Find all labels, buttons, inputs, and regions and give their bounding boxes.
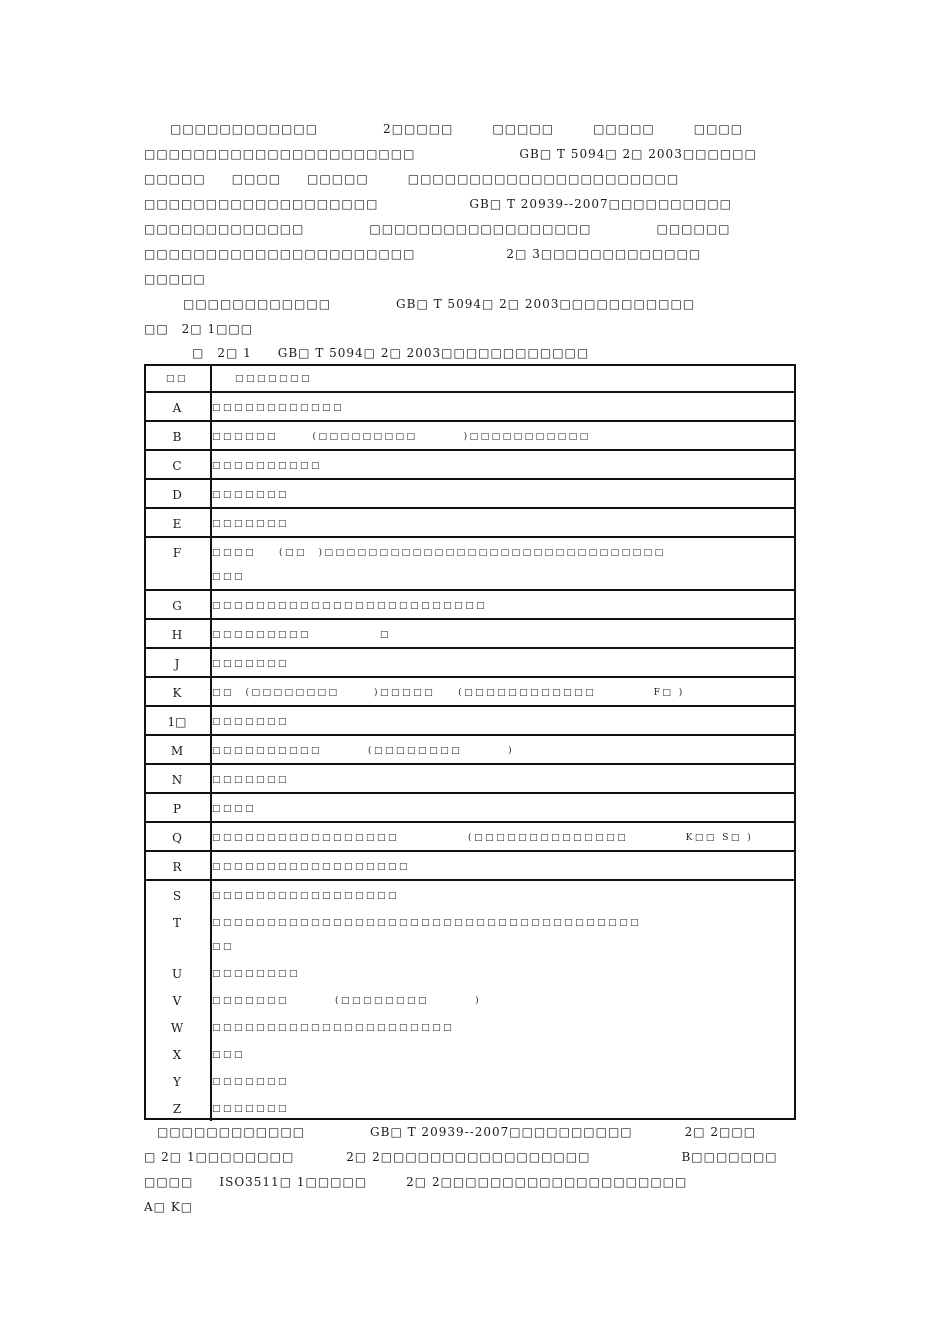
table-row: [144, 648, 794, 677]
code-text: □□: [165, 374, 188, 384]
code-cell: [144, 1040, 211, 1067]
code-text: B: [172, 430, 182, 444]
table-row: [144, 1013, 794, 1040]
code-cell: [144, 1013, 211, 1040]
code-text: D: [172, 488, 182, 502]
code-text: Z: [172, 1102, 182, 1116]
paragraph-3-line: A□ K□: [144, 1200, 194, 1214]
paragraph-1-line: □□□□□□□□□□□□ 2□□□□□ □□□□□ □□□□□ □□□□: [144, 122, 744, 136]
table-row: [144, 1040, 794, 1067]
description-cell: [211, 619, 794, 648]
code-cell: [144, 648, 211, 677]
paragraph-3-line: □□□□□□□□□□□□ GB□ T 20939--2007□□□□□□□□□□ 2□ 2□□□: [144, 1125, 757, 1139]
description-text: □□□□□□□: [212, 1104, 290, 1114]
table-row: [144, 986, 794, 1013]
description-cell: [211, 590, 794, 619]
description-cell: [211, 1013, 794, 1040]
paragraph-1-line: □□□□□□□□□□□□□□□□□□□□□□ GB□ T 5094□ 2□ 2003□□□□□□: [144, 147, 757, 161]
code-cell: [144, 880, 211, 908]
table-row: [144, 590, 794, 619]
description-text: □□□□□□□□□□□□: [212, 403, 345, 413]
code-text: X: [172, 1048, 182, 1062]
description-cell: [211, 735, 794, 764]
description-text: □□□□□□□□□□□□□□□□□ (□□□□□□□□□□□□□□ K□□ S□ ): [212, 833, 754, 843]
description-cell: [211, 450, 794, 479]
paragraph-3-line: □□□□ ISO3511□ 1□□□□□ 2□ 2□□□□□□□□□□□□□□□□□□□□: [144, 1175, 688, 1189]
description-cell: [211, 908, 794, 959]
table-row: [144, 421, 794, 450]
code-text: J: [174, 657, 180, 671]
code-text: U: [171, 967, 183, 981]
description-text: □□□□□□□ (□□□□□□□□ ): [212, 996, 482, 1006]
code-cell: [144, 793, 211, 822]
table-row: [144, 959, 794, 986]
code-cell: [144, 735, 211, 764]
code-cell: [144, 450, 211, 479]
description-cell: [211, 648, 794, 677]
description-text: □□□□□□□□: [212, 969, 301, 979]
table-row: [144, 1094, 794, 1121]
description-text: □□□□□□□□□□□□□□□□□□□□□□: [212, 1023, 455, 1033]
paragraph-1-line: □□□□□□□□□□□□□□□□□□□□□□ 2□ 3□□□□□□□□□□□□□: [144, 247, 702, 261]
description-text: □□□: [212, 572, 246, 582]
paragraph-1-line: □□□□□ □□□□ □□□□□ □□□□□□□□□□□□□□□□□□□□□□: [144, 172, 680, 186]
description-cell: [211, 986, 794, 1013]
code-text: H: [171, 628, 183, 642]
description-cell: [211, 706, 794, 735]
table-row: [144, 537, 794, 590]
description-text: □□: [212, 942, 235, 952]
code-text: R: [172, 860, 182, 874]
code-cell: [144, 392, 211, 421]
code-cell: [144, 619, 211, 648]
code-text: N: [171, 773, 183, 787]
description-text: □□□□ (□□ )□□□□□□□□□□□□□□□□□□□□□□□□□□□□□□□: [212, 548, 666, 558]
paragraph-1-line: □□□□□: [144, 272, 206, 286]
table-row: [144, 851, 794, 880]
description-text: □□□□□□□: [212, 490, 290, 500]
code-text: E: [172, 517, 182, 531]
code-text: C: [172, 459, 182, 473]
table-row: [144, 479, 794, 508]
code-text: P: [172, 802, 182, 816]
description-cell: [211, 364, 794, 392]
description-cell: [211, 1040, 794, 1067]
table-caption: □ 2□ 1 GB□ T 5094□ 2□ 2003□□□□□□□□□□□□: [192, 346, 590, 360]
code-cell: [144, 986, 211, 1013]
description-text: □□□□□□□□□□□□□□□□□□: [212, 862, 411, 872]
code-cell: [144, 421, 211, 450]
paragraph-1-line: □□□□□□□□□□□□□ □□□□□□□□□□□□□□□□□□ □□□□□□: [144, 222, 731, 236]
code-cell: [144, 590, 211, 619]
code-text: K: [172, 686, 182, 700]
table-row: [144, 793, 794, 822]
code-cell: [144, 908, 211, 959]
code-cell: [144, 764, 211, 793]
description-cell: [211, 1067, 794, 1094]
description-text: □□□□□□□□□□ (□□□□□□□□ ): [212, 746, 515, 756]
description-cell: [211, 764, 794, 793]
paragraph-2-line: □□ 2□ 1□□□: [144, 322, 254, 336]
paragraph-1-line: □□□□□□□□□□□□□□□□□□□ GB□ T 20939--2007□□□□□□□□□□: [144, 197, 732, 211]
description-text: □□□□□□□: [212, 374, 313, 384]
code-text: Y: [173, 1075, 181, 1089]
description-cell: [211, 822, 794, 851]
description-cell: [211, 959, 794, 986]
description-text: □□□□□□□: [212, 775, 290, 785]
description-cell: [211, 479, 794, 508]
code-table: [144, 364, 794, 1121]
code-cell: [144, 1067, 211, 1094]
table-row: [144, 364, 794, 392]
code-text: G: [172, 599, 182, 613]
code-cell: [144, 851, 211, 880]
description-cell: [211, 880, 794, 908]
description-text: □□□□□□□□□□□□□□□□□□□□□□□□□□□□□□□□□□□□□□□: [212, 918, 642, 928]
paragraph-2-line: □□□□□□□□□□□□ GB□ T 5094□ 2□ 2003□□□□□□□□□□□: [144, 297, 696, 311]
code-cell: [144, 959, 211, 986]
description-cell: [211, 421, 794, 450]
description-text: □□□□: [212, 804, 257, 814]
description-cell: [211, 508, 794, 537]
table-row: [144, 450, 794, 479]
code-text: A: [172, 401, 182, 415]
description-cell: [211, 537, 794, 590]
description-text: □□□□□□□□□□□□□□□□□□□□□□□□□: [212, 601, 488, 611]
code-cell: [144, 364, 211, 392]
code-cell: [144, 537, 211, 590]
description-text: □□□□□□ (□□□□□□□□□ )□□□□□□□□□□□: [212, 432, 591, 442]
code-cell: [144, 1094, 211, 1121]
code-cell: [144, 706, 211, 735]
code-text: M: [170, 744, 184, 758]
description-text: □□□□□□□□□ □: [212, 630, 392, 640]
description-cell: [211, 1094, 794, 1121]
description-text: □□□: [212, 1050, 246, 1060]
description-text: □□□□□□□: [212, 659, 290, 669]
description-text: □□□□□□□: [212, 1077, 290, 1087]
table-row: [144, 908, 794, 959]
code-text: S: [172, 889, 182, 903]
code-text: 1□: [167, 715, 187, 729]
table-row: [144, 822, 794, 851]
code-text: Q: [172, 831, 182, 845]
code-text: W: [170, 1021, 184, 1035]
table-row: [144, 735, 794, 764]
code-text: T: [172, 916, 181, 930]
code-text: F: [172, 546, 182, 560]
description-cell: [211, 677, 794, 706]
description-text: □□□□□□□: [212, 519, 290, 529]
table-row: [144, 880, 794, 908]
description-cell: [211, 851, 794, 880]
description-cell: [211, 793, 794, 822]
description-cell: [211, 392, 794, 421]
description-text: □□ (□□□□□□□□ )□□□□□ (□□□□□□□□□□□□ F□ ): [212, 688, 685, 698]
table-row: [144, 677, 794, 706]
table-row: [144, 392, 794, 421]
table-row: [144, 706, 794, 735]
description-text: □□□□□□□: [212, 717, 290, 727]
description-text: □□□□□□□□□□: [212, 461, 323, 471]
table-row: [144, 619, 794, 648]
code-cell: [144, 822, 211, 851]
code-cell: [144, 677, 211, 706]
description-text: □□□□□□□□□□□□□□□□□: [212, 891, 400, 901]
table-row: [144, 508, 794, 537]
code-cell: [144, 508, 211, 537]
code-cell: [144, 479, 211, 508]
paragraph-3-line: □ 2□ 1□□□□□□□□ 2□ 2□□□□□□□□□□□□□□□□□ B□□□□□□□: [144, 1150, 778, 1164]
table-row: [144, 1067, 794, 1094]
code-text: V: [172, 994, 182, 1008]
table-row: [144, 764, 794, 793]
